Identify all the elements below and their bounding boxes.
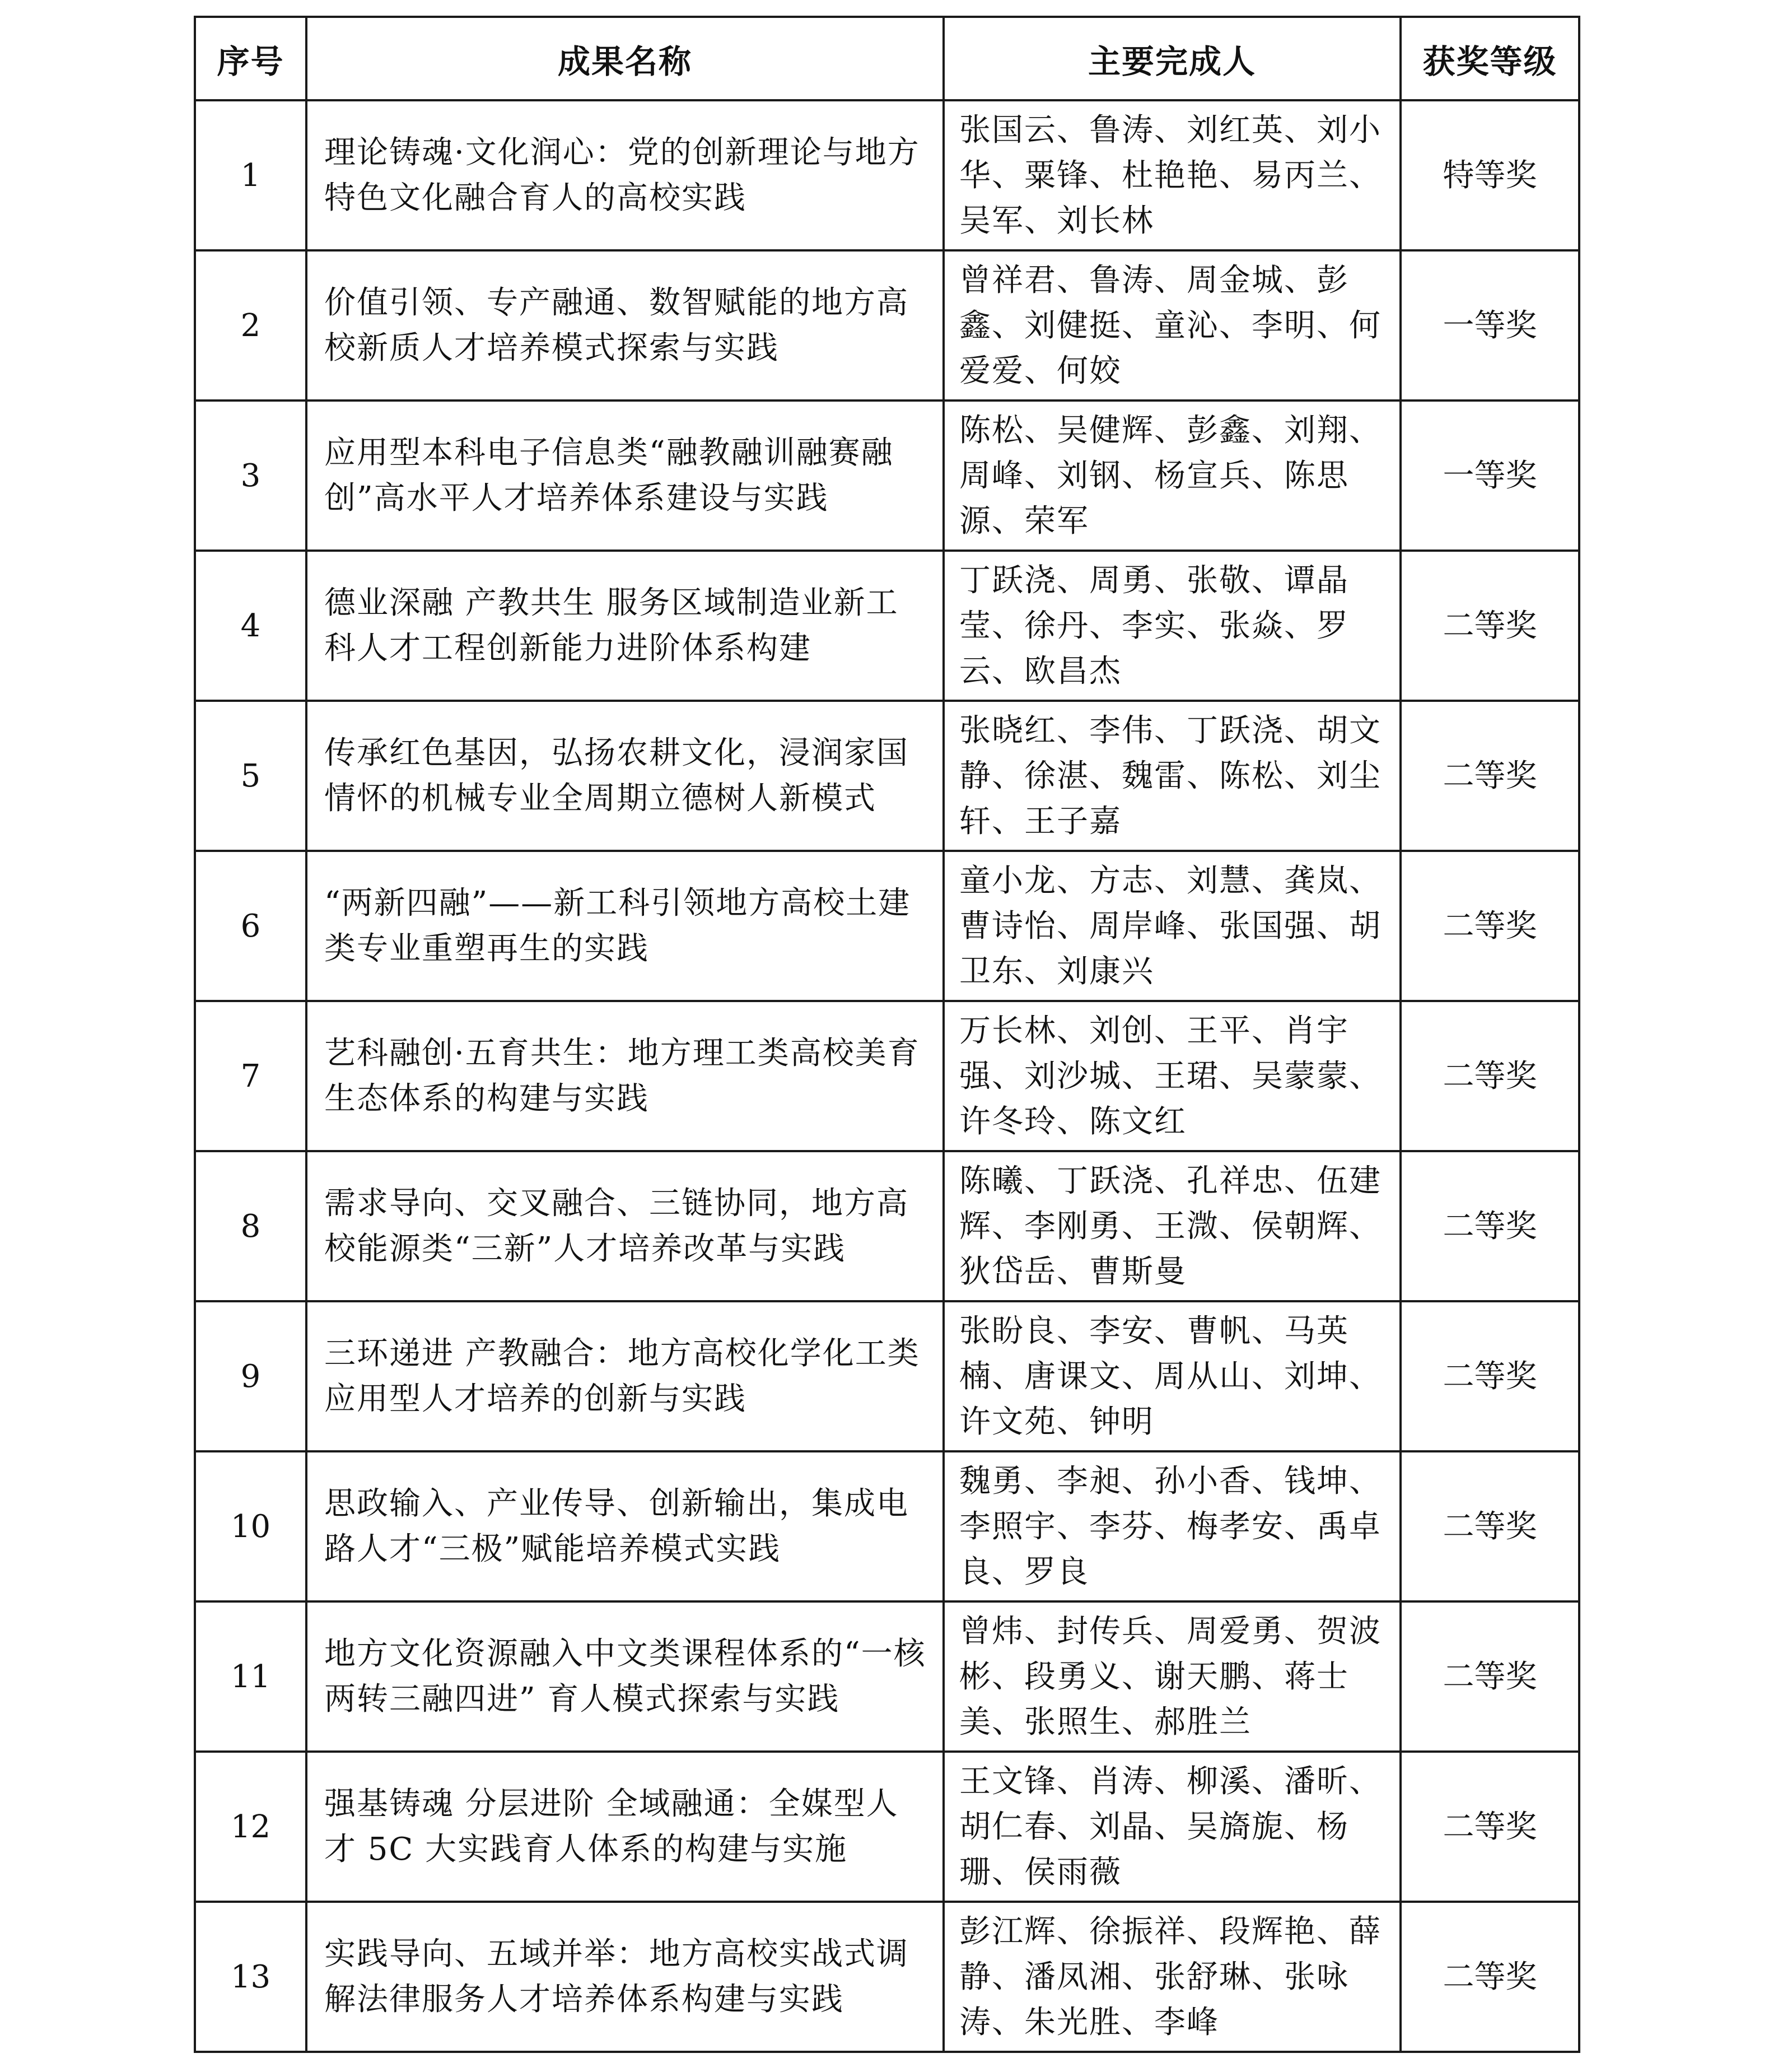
cell-num: 1 <box>195 100 306 250</box>
cell-title: 三环递进 产教融合：地方高校化学化工类应用型人才培养的创新与实践 <box>306 1301 944 1451</box>
cell-award: 二等奖 <box>1401 701 1579 851</box>
cell-people: 曾祥君、鲁涛、周金城、彭鑫、刘健挺、童沁、李明、何爱爱、何姣 <box>944 250 1401 401</box>
cell-title: 应用型本科电子信息类“融教融训融赛融创”高水平人才培养体系建设与实践 <box>306 401 944 551</box>
table-row <box>195 1601 1579 1752</box>
table-row <box>195 401 1579 551</box>
cell-award: 二等奖 <box>1401 1151 1579 1301</box>
cell-people: 丁跃浇、周勇、张敬、谭晶莹、徐丹、李实、张焱、罗云、欧昌杰 <box>944 551 1401 701</box>
cell-award: 二等奖 <box>1401 1601 1579 1752</box>
cell-num: 9 <box>195 1301 306 1451</box>
cell-num: 3 <box>195 401 306 551</box>
cell-people: 彭江辉、徐振祥、段辉艳、薛静、潘凤湘、张舒琳、张咏涛、朱光胜、李峰 <box>944 1902 1401 2052</box>
cell-num: 13 <box>195 1902 306 2052</box>
cell-title: 实践导向、五域并举：地方高校实战式调解法律服务人才培养体系构建与实践 <box>306 1902 944 2052</box>
cell-award: 二等奖 <box>1401 1001 1579 1151</box>
cell-title: 德业深融 产教共生 服务区域制造业新工科人才工程创新能力进阶体系构建 <box>306 551 944 701</box>
cell-award: 一等奖 <box>1401 401 1579 551</box>
cell-people: 张国云、鲁涛、刘红英、刘小华、粟锋、杜艳艳、易丙兰、吴军、刘长林 <box>944 100 1401 250</box>
table-row <box>195 1301 1579 1451</box>
table-row <box>195 701 1579 851</box>
cell-num: 5 <box>195 701 306 851</box>
cell-num: 2 <box>195 250 306 401</box>
cell-num: 4 <box>195 551 306 701</box>
cell-num: 10 <box>195 1451 306 1601</box>
cell-people: 童小龙、方志、刘慧、龚岚、曹诗怡、周岸峰、张国强、胡卫东、刘康兴 <box>944 851 1401 1001</box>
cell-award: 二等奖 <box>1401 1451 1579 1601</box>
cell-title: 地方文化资源融入中文类课程体系的“一核两转三融四进” 育人模式探索与实践 <box>306 1601 944 1752</box>
header-award: 获奖等级 <box>1401 17 1579 100</box>
cell-title: 传承红色基因，弘扬农耕文化，浸润家国情怀的机械专业全周期立德树人新模式 <box>306 701 944 851</box>
cell-title: 艺科融创·五育共生：地方理工类高校美育生态体系的构建与实践 <box>306 1001 944 1151</box>
cell-num: 6 <box>195 851 306 1001</box>
table-row <box>195 1902 1579 2052</box>
cell-award: 特等奖 <box>1401 100 1579 250</box>
cell-award: 二等奖 <box>1401 1902 1579 2052</box>
cell-award: 二等奖 <box>1401 851 1579 1001</box>
document-page <box>194 16 1578 2053</box>
header-title: 成果名称 <box>306 17 944 100</box>
cell-people: 张盼良、李安、曹帆、马英楠、唐课文、周从山、刘坤、许文苑、钟明 <box>944 1301 1401 1451</box>
cell-people: 陈曦、丁跃浇、孔祥忠、伍建辉、李刚勇、王溦、侯朝辉、狄岱岳、曹斯曼 <box>944 1151 1401 1301</box>
header-row <box>195 17 1579 100</box>
table-row <box>195 851 1579 1001</box>
cell-num: 12 <box>195 1752 306 1902</box>
cell-num: 11 <box>195 1601 306 1752</box>
table-row <box>195 1151 1579 1301</box>
table-body <box>195 100 1579 2052</box>
table-row <box>195 250 1579 401</box>
table-row <box>195 1001 1579 1151</box>
table-row <box>195 100 1579 250</box>
cell-people: 曾炜、封传兵、周爱勇、贺波彬、段勇义、谢天鹏、蒋士美、张照生、郝胜兰 <box>944 1601 1401 1752</box>
table-header <box>195 17 1579 100</box>
cell-people: 陈松、吴健辉、彭鑫、刘翔、周峰、刘钢、杨宣兵、陈思源、荣军 <box>944 401 1401 551</box>
cell-title: 价值引领、专产融通、数智赋能的地方高校新质人才培养模式探索与实践 <box>306 250 944 401</box>
awards-table <box>194 16 1580 2053</box>
table-row <box>195 551 1579 701</box>
cell-award: 二等奖 <box>1401 1301 1579 1451</box>
cell-people: 张晓红、李伟、丁跃浇、胡文静、徐湛、魏雷、陈松、刘尘轩、王子嘉 <box>944 701 1401 851</box>
cell-award: 二等奖 <box>1401 1752 1579 1902</box>
header-people: 主要完成人 <box>944 17 1401 100</box>
cell-title: 理论铸魂·文化润心：党的创新理论与地方特色文化融合育人的高校实践 <box>306 100 944 250</box>
cell-award: 二等奖 <box>1401 551 1579 701</box>
cell-award: 一等奖 <box>1401 250 1579 401</box>
cell-num: 8 <box>195 1151 306 1301</box>
table-row <box>195 1451 1579 1601</box>
cell-title: 思政输入、产业传导、创新输出，集成电路人才“三极”赋能培养模式实践 <box>306 1451 944 1601</box>
cell-title: 需求导向、交叉融合、三链协同，地方高校能源类“三新”人才培养改革与实践 <box>306 1151 944 1301</box>
cell-num: 7 <box>195 1001 306 1151</box>
cell-people: 王文锋、肖涛、柳溪、潘昕、胡仁春、刘晶、吴旖旎、杨珊、侯雨薇 <box>944 1752 1401 1902</box>
header-num: 序号 <box>195 17 306 100</box>
cell-people: 万长林、刘创、王平、肖宇强、刘沙城、王珺、吴蒙蒙、许冬玲、陈文红 <box>944 1001 1401 1151</box>
cell-people: 魏勇、李昶、孙小香、钱坤、李照宇、李芬、梅孝安、禹卓良、罗良 <box>944 1451 1401 1601</box>
cell-title: “两新四融”——新工科引领地方高校土建类专业重塑再生的实践 <box>306 851 944 1001</box>
cell-title: 强基铸魂 分层进阶 全域融通：全媒型人才 5C 大实践育人体系的构建与实施 <box>306 1752 944 1902</box>
table-row <box>195 1752 1579 1902</box>
